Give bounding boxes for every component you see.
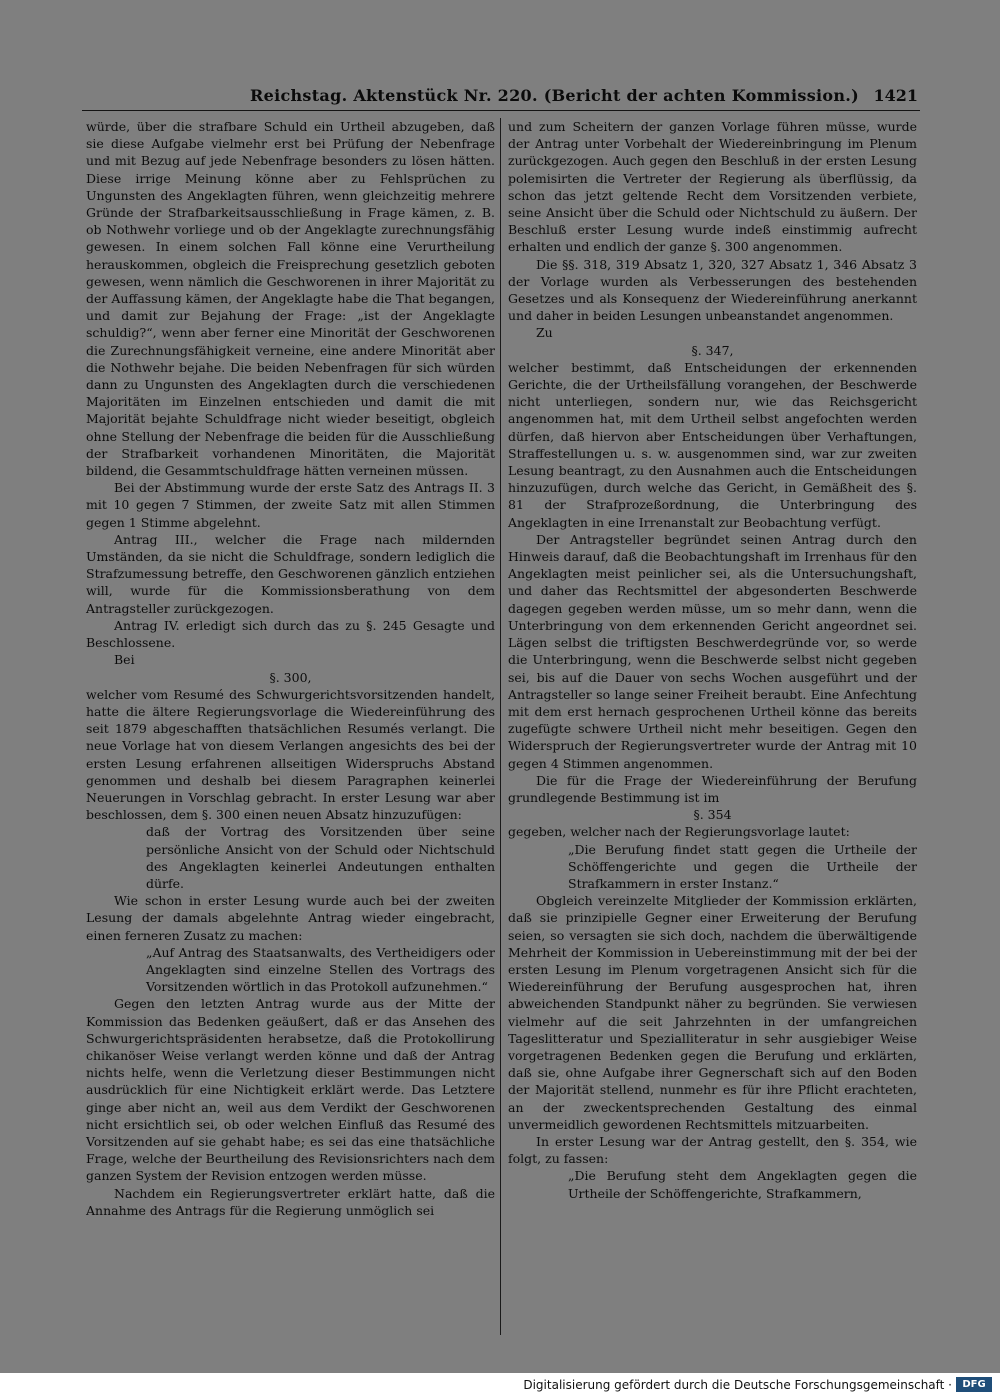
- quoted-text: „Auf Antrag des Staatsanwalts, des Vertheidigers oder Angeklagten sind einzelne Stellen des Vortrags des Vorsitzenden wörtlich in das Protokoll aufzunehmen.“: [146, 944, 495, 995]
- paragraph: Antrag III., welcher die Frage nach mildernden Umständen, da sie nicht die Schuldfrage, sondern lediglich die Strafzumessung betreffe, den Geschworenen gänzlich entziehen will, wurde für die Kommissionsberathung von dem Antragsteller zurückgezogen.: [86, 531, 495, 616]
- paragraph: gegeben, welcher nach der Regierungsvorlage lautet:: [508, 824, 850, 840]
- page-number: 1421: [873, 86, 918, 105]
- running-title: Reichstag. Aktenstück Nr. 220. (Bericht der achten Kommission.): [250, 86, 860, 105]
- paragraph: und zum Scheitern der ganzen Vorlage führen müsse, wurde der Antrag unter Vorbehalt der Wiedereinbringung im Plenum zurückgezogen. Auch gegen den Beschluß in der ersten Lesung polemisirten die Vertreter der Regierung als überflüssig, da schon das jetzt geltende Recht dem Vorsitzenden verbiete, seine Ansicht über die Schuld oder Nichtschuld zu äußern. Der Beschluß erster Lesung wurde indeß einstimmig aufrecht erhalten und endlich der ganze §. 300 angenommen.: [508, 119, 917, 255]
- column-divider: [500, 118, 501, 1335]
- paragraph: welcher bestimmt, daß Entscheidungen der erkennenden Gerichte, die der Urtheilsfällung vorangehen, der Beschwerde nicht unterliegen, sondern nur, wie das Reichsgericht angenommen hat, mit dem Urtheil selbst angefochten werden dürfen, daß hiervon aber Entscheidungen über Verhaftungen, Straffestellungen u. s. w. ausgenommen sind, war zur zweiten Lesung beantragt, zu den Ausnahmen auch die Entscheidungen hinzuzufügen, durch welche das Gericht, in Gemäßheit des §. 81 der Strafprozeßordnung, die Unterbringung des Angeklagten in eine Irrenanstalt zur Beobachtung verfügt.: [508, 359, 917, 530]
- paragraph: Wie schon in erster Lesung wurde auch bei der zweiten Lesung der damals abgelehnte Antrag wieder eingebracht, einen ferneren Zusatz zu machen:: [86, 893, 495, 943]
- section-heading: §. 354: [693, 807, 732, 823]
- funding-credit: Digitalisierung gefördert durch die Deutsche Forschungsgemeinschaft ·: [523, 1378, 952, 1392]
- paragraph: Der Antragsteller begründet seinen Antrag durch den Hinweis darauf, daß die Beobachtungshaft im Irrenhaus für den Angeklagten meist peinlicher sei, als die Untersuchungshaft, und daher das Rechtsmittel der abgesonderten Beschwerde dagegen gegeben werden müsse, um so mehr dann, wenn die Unterbringung von dem erkennenden Gericht angeordnet sei. Lägen selbst die triftigsten Beschwerdegründe vor, so werde die Unterbringung, wenn die Beschwerde selbst nicht gegeben sei, bis auf die Dauer von sechs Wochen ausgeführt und der Antragsteller so lange seiner Freiheit beraubt. Eine Anfechtung mit dem erst hernach gesprochenen Urtheil könne das bereits zugefügte schwere Urtheil nicht mehr beseitigen. Gegen den Widerspruch der Regierungsvertreter wurde der Antrag mit 10 gegen 4 Stimmen angenommen.: [508, 531, 917, 771]
- paragraph: Bei der Abstimmung wurde der erste Satz des Antrags II. 3 mit 10 gegen 7 Stimmen, der zweite Satz mit allen Stimmen gegen 1 Stimme abgelehnt.: [86, 480, 495, 530]
- quoted-text: „Die Berufung findet statt gegen die Urtheile der Schöffengerichte und gegen die Urtheile der Strafkammern in erster Instanz.“: [568, 841, 917, 891]
- paragraph: Nachdem ein Regierungsvertreter erklärt hatte, daß die Annahme des Antrags für die Regierung unmöglich sei: [86, 1185, 495, 1218]
- paragraph: Gegen den letzten Antrag wurde aus der Mitte der Kommission das Bedenken geäußert, daß er das Ansehen des Schwurgerichtspräsidenten herabsetze, daß die Protokollirung chikanöser Weise verlangt werden könne und daß der Antrag nichts helfe, wenn die Verletzung dieser Bestimmungen nicht ausdrücklich für eine Nichtigkeit erklärt werde. Das Letztere ginge aber nicht an, weil aus dem Verdikt der Geschworenen nicht ersichtlich sei, ob oder welchen Einfluß das Resumé des Vorsitzenden auf sie gehabt habe; es sei das eine thatsächliche Frage, welche der Beurtheilung des Revisionsrichters nach dem ganzen System der Revision entzogen werden müsse.: [86, 996, 495, 1184]
- quoted-text: „Die Berufung steht dem Angeklagten gegen die Urtheile der Schöffengerichte, Strafkammern,: [568, 1168, 917, 1201]
- quoted-text: daß der Vortrag des Vorsitzenden über seine persönliche Ansicht von der Schuld oder Nichtschuld des Angeklagten keinerlei Andeutungen enthalten dürfe.: [146, 824, 495, 891]
- paragraph: Die für die Frage der Wiedereinführung der Berufung grundlegende Bestimmung ist im: [508, 772, 917, 805]
- paragraph: Die §§. 318, 319 Absatz 1, 320, 327 Absatz 1, 346 Absatz 3 der Vorlage wurden als Verbesserungen des bestehenden Gesetzes und als Konsequenz der Wiedereinführung anerkannt und daher in beiden Lesungen unbeanstandet angenommen.: [508, 256, 917, 324]
- paragraph: würde, über die strafbare Schuld ein Urtheil abzugeben, daß sie diese Aufgabe vielmehr erst bei Prüfung der Nebenfrage und mit Bezug auf jede Nebenfrage besonders zu lösen hätten. Diese irrige Meinung könne aber zu Fehlsprüchen zu Ungunsten des Angeklagten führen, wenn gleichzeitig mehrere Gründe der Strafbarkeitsausschließung in Frage kämen, z. B. ob Nothwehr vorliege und ob der Angeklagte zurechnungsfähig gewesen. In einem solchen Fall könne eine Verurtheilung herauskommen, obgleich die Freisprechung gesetzlich geboten gewesen, wenn nämlich die Geschworenen in ihrer Majorität zu der Auffassung kämen, der Angeklagte habe die That begangen, und damit zur Bejahung der Frage: „ist der Angeklagte schuldig?“, wenn aber ferner eine Minorität der Geschworenen die Zurechnungsfähigkeit verneine, eine andere Minorität aber die Nothwehr bejahe. Die beiden Nebenfragen für sich würden dann zu Ungunsten des Angeklagten durch die verschiedenen Majoritäten im Einzelnen entschieden und damit die mit Majorität bejahte Schuldfrage nicht wieder beseitigt, obgleich ohne Stellung der Nebenfrage die beiden für die Ausschließung der Strafbarkeit vorhandenen Minoritäten, die Majorität bildend, die Gesammtschuldfrage hätten verneinen müssen.: [86, 119, 495, 479]
- paragraph: welcher vom Resumé des Schwurgerichtsvorsitzenden handelt, hatte die ältere Regierungsvorlage die Wiedereinführung des seit 1879 abgeschafften thatsächlichen Resumés verlangt. Die neue Vorlage hat von diesem Verlangen angesichts des bei der ersten Lesung erfahrenen allseitigen Widerspruchs Abstand genommen und deshalb bei diesem Paragraphen keinerlei Neuerungen in Vorschlag gebracht. In erster Lesung war aber beschlossen, dem §. 300 einen neuen Absatz hinzuzufügen:: [86, 686, 495, 823]
- page-header: [82, 84, 920, 111]
- dfg-logo: DFG: [956, 1377, 992, 1392]
- paragraph: Bei: [114, 652, 135, 668]
- right-column: [508, 118, 917, 1202]
- digitization-footer: [0, 1373, 1000, 1397]
- paragraph: In erster Lesung war der Antrag gestellt, den §. 354, wie folgt, zu fassen:: [508, 1133, 917, 1167]
- section-heading: §. 300,: [269, 669, 312, 685]
- section-heading: §. 347,: [691, 342, 734, 358]
- paragraph: Obgleich vereinzelte Mitglieder der Kommission erklärten, daß sie prinzipielle Gegner einer Erweiterung der Berufung seien, so versagten sie sich doch, nachdem die überwältigende Mehrheit der Kommission in Uebereinstimmung mit der bei der ersten Lesung im Plenum vorgetragenen Ansicht sich für die Wiedereinführung der Berufung ausgesprochen hat, ihren abweichenden Standpunkt näher zu begründen. Sie verwiesen vielmehr auf die seit Jahrzehnten in der umfangreichen Tageslitteratur und Spezialliteratur in sehr ausgiebiger Weise vorgetragenen Bedenken gegen die Berufung und erklärten, daß sie, ohne Aufgabe ihrer Gegnerschaft sich auf den Boden der Majorität stellend, nunmehr es für ihre Pflicht erachteten, an der zweckentsprechenden Gestaltung des einmal unvermeidlich gewordenen Rechtsmittels mitzuarbeiten.: [508, 893, 917, 1132]
- paragraph: Zu: [536, 325, 553, 341]
- left-column: [86, 118, 495, 1219]
- paragraph: Antrag IV. erledigt sich durch das zu §. 245 Gesagte und Beschlossene.: [86, 617, 495, 651]
